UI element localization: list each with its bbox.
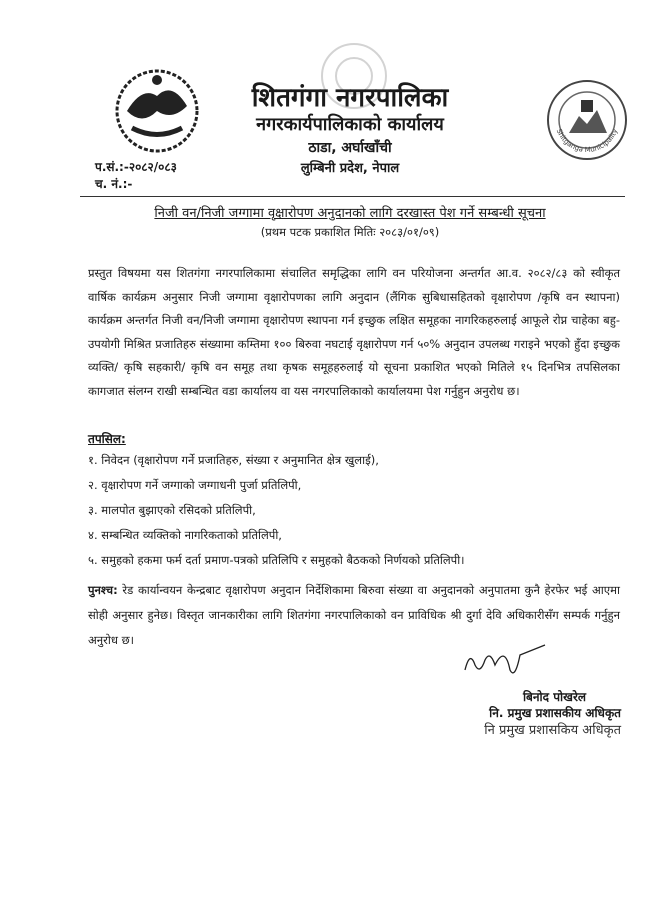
header-divider [80,196,625,197]
nepal-emblem-logo [112,66,202,156]
reference-number: प.सं.:-२०८२/०८३ [95,160,177,174]
signatory-stamp: नि प्रमुख प्रशासकिय अधिकृत [484,723,621,738]
document-list [88,448,465,573]
municipality-name: शितगंगा नगरपालिका [251,83,449,113]
list-item: ५. समुहको हकमा फर्म दर्ता प्रमाण-पत्रको प्रतिलिपि र समुहको बैठकको निर्णयको प्रतिलिपी। [88,553,465,567]
list-item: ३. मालपोत बुझाएको रसिदको प्रतिलिपी, [88,503,256,517]
office-name: नगरकार्यपालिकाको कार्यालय [256,114,444,135]
office-location: ठाडा, अर्घाखाँची [308,140,392,156]
signatory-name: बिनोद पोखरेल [522,690,586,704]
list-item: ४. सम्बन्धित व्यक्तिको नागरिकताको प्रतिलिपी, [88,528,282,542]
signature [460,640,550,685]
list-heading: तपसिल: [88,432,126,446]
office-province: लुम्बिनी प्रदेश, नेपाल [300,161,400,176]
signatory-title: नि. प्रमुख प्रशासकीय अधिकृत [489,706,621,720]
notice-subject-text: निजी वन/निजी जग्गामा वृक्षारोपण अनुदानको लागि दरखास्त पेश गर्ने सम्बन्धी सूचना [154,206,546,221]
municipality-logo [545,78,629,162]
postscript-label: पुनश्च: [88,583,118,597]
list-item: १. निवेदन (वृक्षारोपण गर्ने प्रजातिहरु, संख्या र अनुमानित क्षेत्र खुलाई), [88,453,379,467]
list-item: २. वृक्षारोपण गर्ने जग्गाको जग्गाधनी पुर्जा प्रतिलिपी, [88,478,302,492]
dispatch-number: च. नं.:- [95,177,133,191]
publication-date: (प्रथम पटक प्रकाशित मितिः २०८३/०१/०९) [260,225,440,239]
postscript-text: रेड कार्यान्वयन केन्द्रबाट वृक्षारोपण अनुदान निर्देशिकामा बिरुवा संख्या वा अनुदानको अनुपातमा कुनै हेरफेर भई आएमा सोही अनुसार हुनेछ। विस्तृत जानकारीका लागि शितगंगा नगरपालिकाको वन प्राविधिक श्री दुर्गा देवि अधिकारीसँग सम्पर्क गर्नुहुन अनुरोध छ। [88,583,620,647]
notice-subject [100,203,600,221]
notice-body: प्रस्तुत विषयमा यस शितगंगा नगरपालिकामा संचालित समृद्धिका लागि वन परियोजना अन्तर्गत आ.व. २०८२/८३ को स्वीकृत वार्षिक कार्यक्रम अनुसार निजी जग्गामा वृक्षारोपणका लागि अनुदान (लैंगिक सुबिधासहितको वृक्षारोपण /कृषि वन स्थापना) कार्यक्रम अन्तर्गत निजी वन/निजी जग्गामा वृक्षारोपण स्थापना गर्न इच्छुक लक्षित समूहका नागरिकहरुलाई आफूले रोप्न चाहेका बहु-उपयोगी मिश्रित प्रजातिहरु संख्यामा कम्तिमा १०० बिरुवा नघटाई वृक्षारोपण गर्न ५०% अनुदान उपलब्ध गराइने भएको हुँदा इच्छुक व्यक्ति/ कृषि सहकारी/ कृषि वन समूह तथा कृषक समूहहरुलाई यो सूचना प्रकाशित भएको मितिले १५ दिनभित्र तपसिलका कागजात संलग्न राखी सम्बन्धित वडा कार्यालय वा यस नगरपालिकाको कार्यालयमा पेश गर्नुहुन अनुरोध छ। [88,266,620,398]
municipality-logo-text-path: Shitganga Municipality [554,127,620,155]
